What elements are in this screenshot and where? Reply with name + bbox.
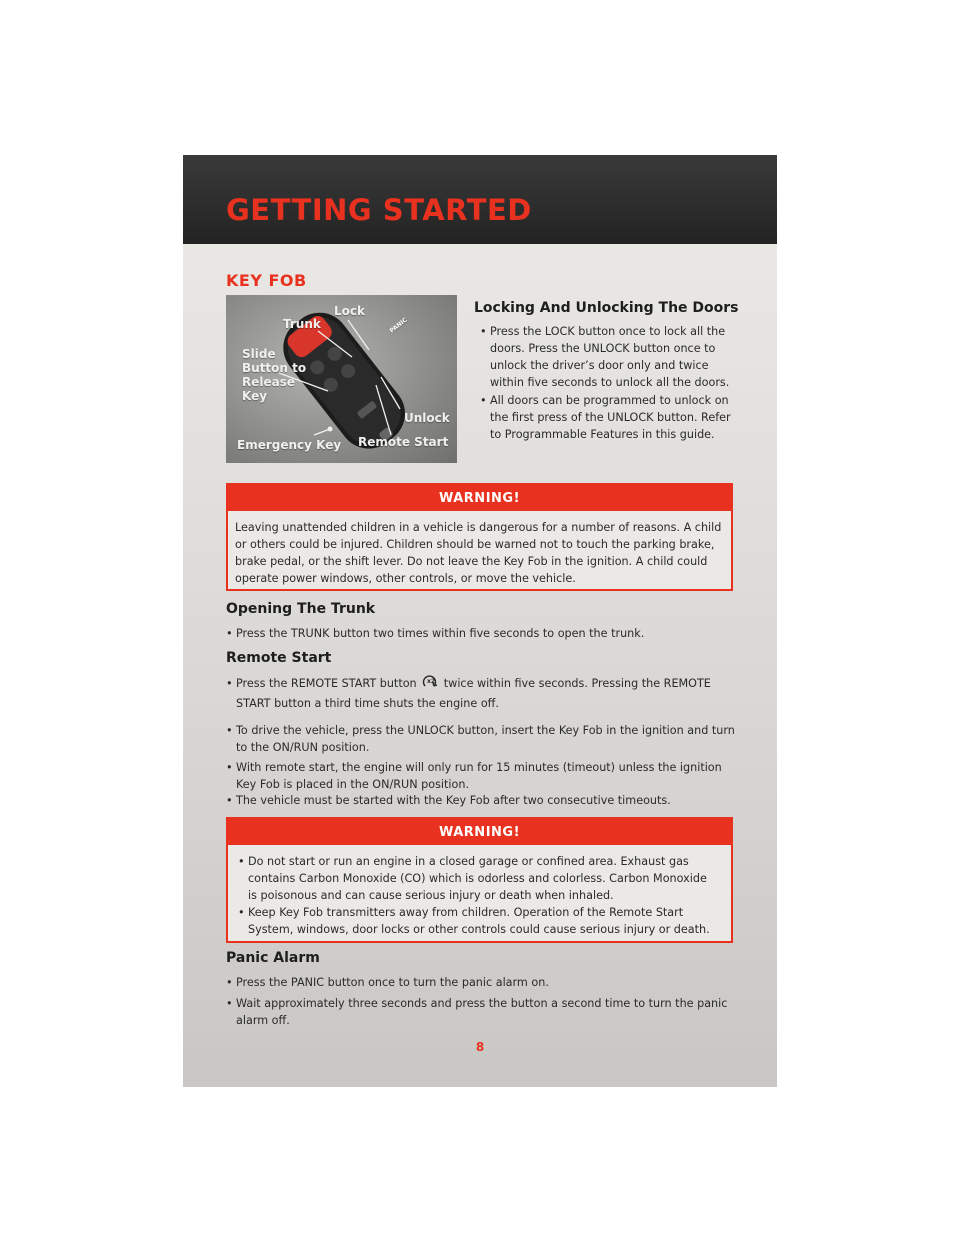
- panic-title: Panic Alarm: [226, 950, 320, 966]
- remote-start-title: Remote Start: [226, 650, 332, 666]
- trunk-bullet-1: • Press the TRUNK button two times within five seconds to open the trunk.: [226, 625, 736, 642]
- warning-heading-2: WARNING!: [228, 819, 731, 845]
- remote-bullet-1-post: twice within five seconds. Pressing the REMOTE START button a third time shuts the engine off.: [236, 677, 711, 710]
- trunk-title: Opening The Trunk: [226, 601, 376, 617]
- locking-bullet-2: • All doors can be programmed to unlock on the first press of the UNLOCK button. Refer to Programmable Features in this guide.: [480, 392, 735, 443]
- label-panic: PANIC: [388, 316, 409, 335]
- page-number: 8: [475, 1040, 485, 1054]
- label-slide-button: Slide Button to Release Key: [242, 347, 307, 403]
- remote-start-icon: [421, 674, 439, 690]
- locking-bullet-1: • Press the LOCK button once to lock all the doors. Press the UNLOCK button once to unlock the driver’s door only and twice within five seconds to unlock all the doors.: [480, 323, 735, 391]
- remote-bullet-1-pre: Press the REMOTE START button: [236, 677, 417, 690]
- warning2-bullet-2: • Keep Key Fob transmitters away from children. Operation of the Remote Start System, windows, door locks or other controls could cause serious injury or death.: [238, 904, 718, 938]
- warning2-list: [238, 853, 725, 938]
- warning-text-children: Leaving unattended children in a vehicle is dangerous for a number of reasons. A child or others could be injured. Children should be warned not to touch the parking brake, brake pedal, or the shift lever. Do not leave the Key Fob in the ignition. A child could operate power windows, other controls, or move the vehicle.: [235, 521, 722, 585]
- header-title: GETTING STARTED: [226, 193, 532, 227]
- label-lock: Lock: [334, 304, 365, 318]
- page-header: [183, 155, 777, 244]
- remote-bullet-2: • To drive the vehicle, press the UNLOCK button, insert the Key Fob in the ignition and turn to the ON/RUN position.: [226, 722, 736, 756]
- warning-box-remote-start: [226, 817, 733, 943]
- remote-bullet-3: • With remote start, the engine will only run for 15 minutes (timeout) unless the ignition Key Fob is placed in the ON/RUN position.: [226, 759, 736, 793]
- svg-text:x2: x2: [427, 678, 436, 685]
- label-emergency-key: Emergency Key: [237, 438, 342, 452]
- section-title: KEY FOB: [226, 271, 307, 290]
- key-fob-photo: [226, 295, 457, 463]
- panic-bullet-2: • Wait approximately three seconds and press the button a second time to turn the panic alarm off.: [226, 995, 736, 1029]
- label-trunk: Trunk: [283, 317, 321, 331]
- remote-bullet-4: • The vehicle must be started with the Key Fob after two consecutive timeouts.: [226, 792, 736, 809]
- remote-bullet-1: [226, 674, 736, 714]
- warning-box-children: [226, 483, 733, 591]
- warning2-bullet-1: • Do not start or run an engine in a closed garage or confined area. Exhaust gas contains Carbon Monoxide (CO) which is odorless and colorless. Carbon Monoxide is poisonous and can cause serious injury or death when inhaled.: [238, 853, 718, 904]
- label-unlock: Unlock: [404, 411, 450, 425]
- panic-bullet-1: • Press the PANIC button once to turn the panic alarm on.: [226, 974, 736, 991]
- label-remote-start: Remote Start: [358, 435, 449, 449]
- warning-heading: WARNING!: [228, 485, 731, 511]
- manual-page: [183, 155, 777, 1087]
- locking-title: Locking And Unlocking The Doors: [474, 300, 739, 316]
